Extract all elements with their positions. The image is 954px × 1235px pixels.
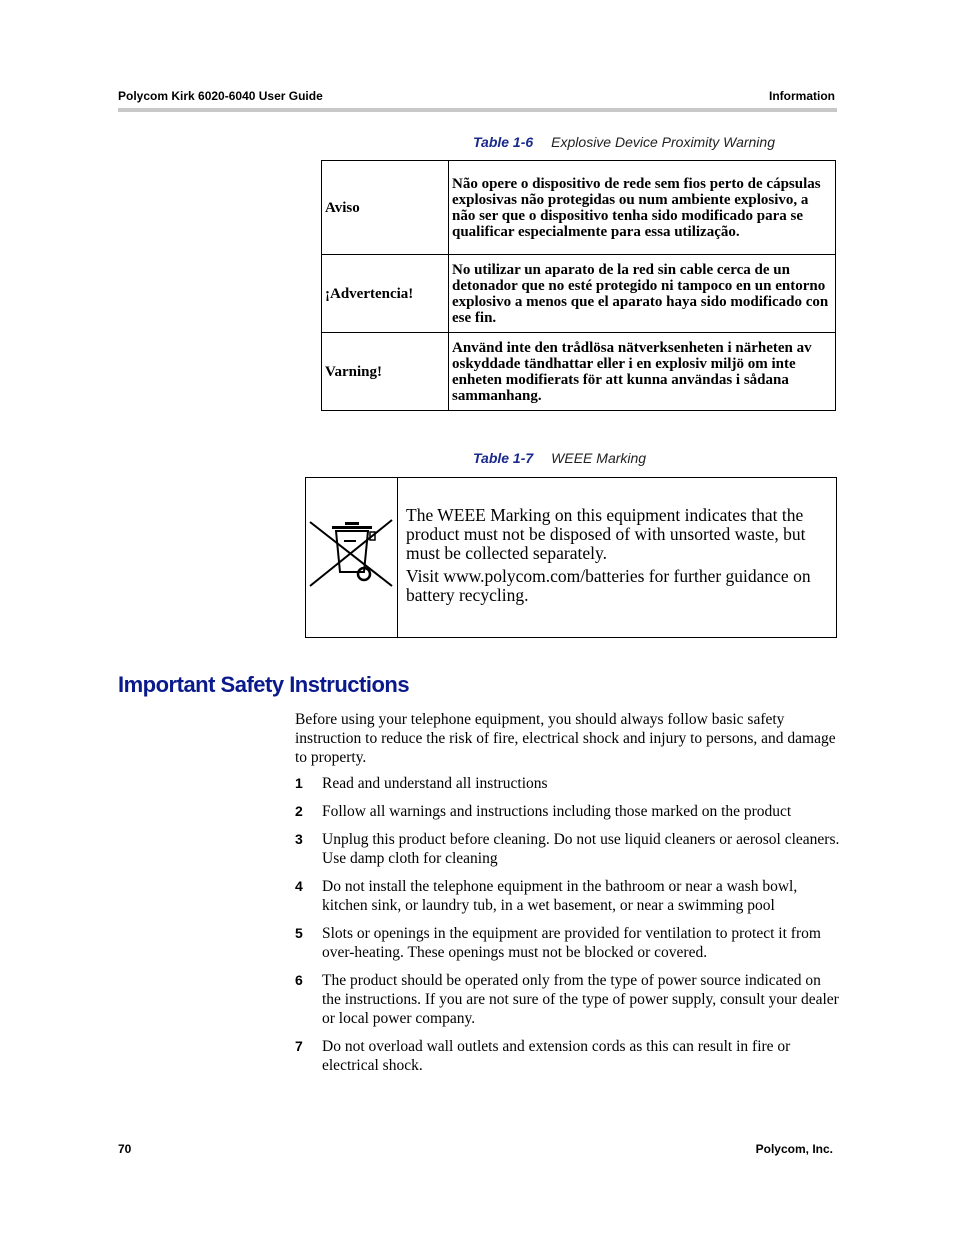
table-title: Explosive Device Proximity Warning xyxy=(551,134,775,150)
table-number: Table 1-6 xyxy=(473,134,534,150)
step-text: Do not overload wall outlets and extension cords as this can result in fire or electrical shock. xyxy=(322,1038,791,1074)
step-number: 7 xyxy=(295,1038,303,1054)
section-heading: Important Safety Instructions xyxy=(118,672,410,697)
list-item xyxy=(295,924,840,962)
step-text: Slots or openings in the equipment are provided for ventilation to protect it from over-heating. These openings must not be blocked or covered. xyxy=(322,925,821,961)
weee-description xyxy=(406,506,826,609)
warning-text: Använd inte den trådlösa nätverksenheten i närheten av oskyddade tändhattar eller i en explosiv miljö om inte enheten modifierats för att kunna användas i sådana sammanhang. xyxy=(449,333,836,411)
intro-paragraph: Before using your telephone equipment, you should always follow basic safety instruction to reduce the risk of fire, electrical shock and injury to persons, and damage to property. xyxy=(295,711,836,766)
table-row xyxy=(322,161,836,255)
header-rule xyxy=(118,108,837,112)
step-number: 6 xyxy=(295,972,303,988)
language-label: ¡Advertencia! xyxy=(322,255,449,333)
step-number: 4 xyxy=(295,878,303,894)
weee-paragraph: The WEEE Marking on this equipment indicates that the product must not be disposed of with unsorted waste, but must be collected separately. xyxy=(406,505,806,563)
step-number: 3 xyxy=(295,831,303,847)
language-label: Aviso xyxy=(322,161,449,255)
table-row xyxy=(322,333,836,411)
list-item xyxy=(295,1037,840,1075)
list-item xyxy=(295,802,840,821)
weee-table xyxy=(305,477,837,638)
running-header-title: Polycom Kirk 6020-6040 User Guide xyxy=(118,89,323,103)
step-text: The product should be operated only from the type of power source indicated on the instructions. If you are not sure of the type of power supply, consult your dealer or local power company. xyxy=(322,972,839,1027)
table-1-6-caption xyxy=(473,134,775,150)
weee-icon-cell xyxy=(306,478,398,637)
language-label: Varning! xyxy=(322,333,449,411)
table-1-7-caption xyxy=(473,450,646,466)
footer-company: Polycom, Inc. xyxy=(755,1142,833,1156)
running-header-section: Information xyxy=(769,89,835,103)
step-text: Unplug this product before cleaning. Do not use liquid cleaners or aerosol cleaners. Use damp cloth for cleaning xyxy=(322,831,840,867)
battery-paragraph: Visit www.polycom.com/batteries for further guidance on battery recycling. xyxy=(406,566,811,605)
list-item xyxy=(295,971,840,1028)
list-item xyxy=(295,774,840,793)
warning-text: Não opere o dispositivo de rede sem fios perto de cápsulas explosivas não protegidas ou num ambiente explosivo, a não ser que o dispositivo tenha sido modificado para se qualificar especialmente para essa utilização. xyxy=(449,161,836,255)
step-text: Follow all warnings and instructions including those marked on the product xyxy=(322,803,792,820)
list-item xyxy=(295,877,840,915)
table-row xyxy=(322,255,836,333)
explosive-warning-table xyxy=(321,160,836,411)
table-title: WEEE Marking xyxy=(551,450,647,466)
crossed-out-wheeled-bin-icon xyxy=(308,518,394,590)
table-number: Table 1-7 xyxy=(473,450,534,466)
list-item xyxy=(295,830,840,868)
page-number: 70 xyxy=(118,1142,132,1156)
safety-instructions-list xyxy=(295,774,840,1084)
warning-text: No utilizar un aparato de la red sin cable cerca de un detonador que no esté protegido ni tampoco en un entorno explosivo a menos que el aparato haya sido modificado con ese fin. xyxy=(449,255,836,333)
step-number: 2 xyxy=(295,803,303,819)
step-number: 5 xyxy=(295,925,303,941)
step-number: 1 xyxy=(295,775,303,791)
step-text: Read and understand all instructions xyxy=(322,775,548,792)
step-text: Do not install the telephone equipment in the bathroom or near a wash bowl, kitchen sink, or laundry tub, in a wet basement, or near a swimming pool xyxy=(322,878,798,914)
